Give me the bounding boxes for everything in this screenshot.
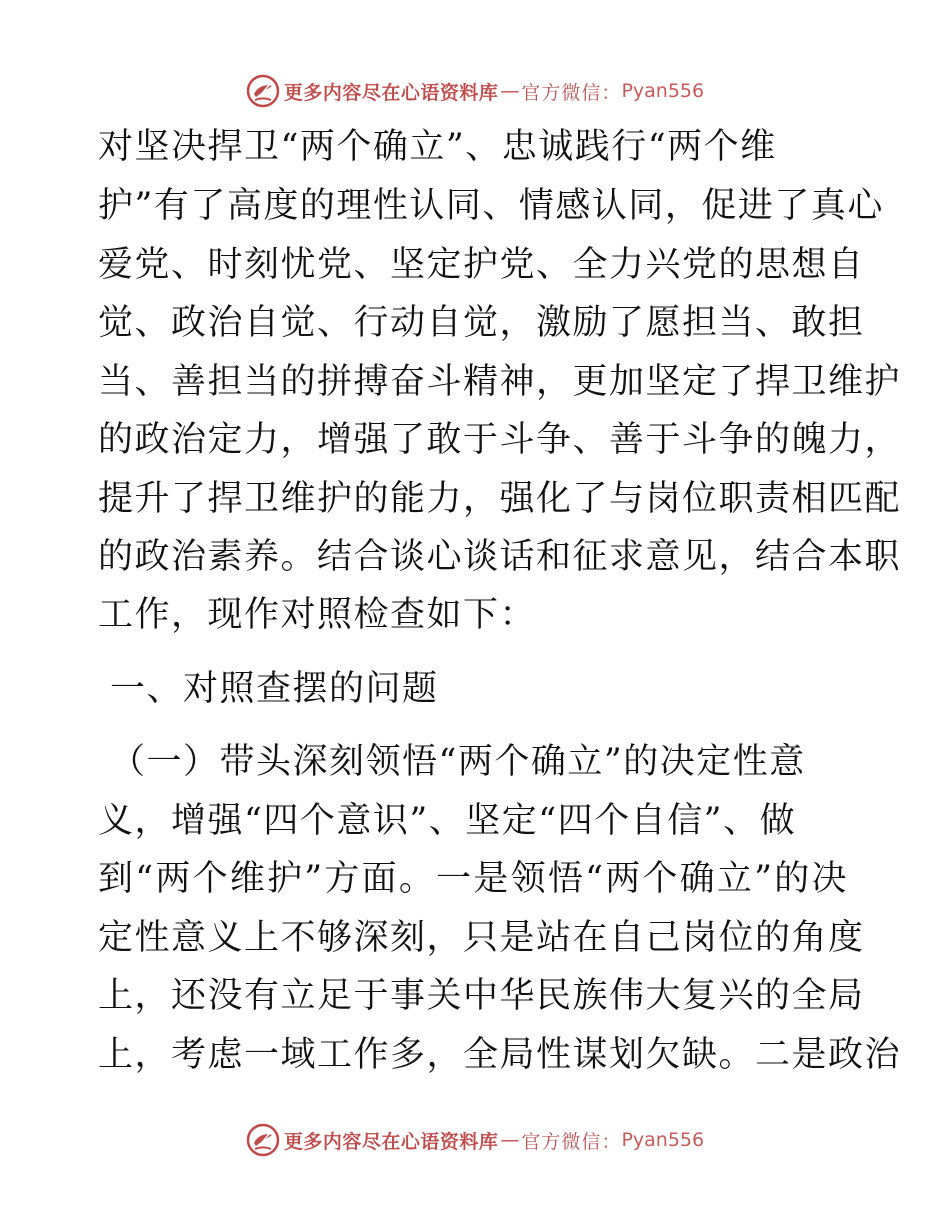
body-line-6: 的政治定力，增强了敢于斗争、善于斗争的魄力， — [98, 420, 902, 460]
watermark-site-text: 更多内容尽在心语资料库 — [283, 1130, 499, 1153]
body-line-7: 提升了捍卫维护的能力，强化了与岗位职责相匹配 — [98, 479, 902, 519]
book-pen-logo-icon — [246, 74, 280, 108]
section-line-5: 上，还没有立足于事关中华民族伟大复兴的全局 — [98, 976, 865, 1016]
body-line-5: 当、善担当的拼搏奋斗精神，更加坚定了捍卫维护 — [98, 362, 902, 402]
header-watermark — [0, 71, 950, 111]
body-line-9: 工作，现作对照检查如下： — [98, 595, 537, 635]
body-line-8: 的政治素养。结合谈心谈话和征求意见，结合本职 — [98, 537, 902, 577]
body-line-2: 护”有了高度的理性认同、情感认同，促进了真心 — [98, 186, 884, 226]
watermark-separator: — — [500, 1129, 520, 1151]
watermark-site-text: 更多内容尽在心语资料库 — [283, 81, 499, 104]
body-line-3: 爱党、时刻忧党、坚定护党、全力兴党的思想自 — [98, 245, 865, 285]
watermark-wechat-id: Pyan556 — [621, 80, 705, 102]
section-line-1: （一）带头深刻领悟“两个确立”的决定性意 — [110, 742, 806, 782]
section-line-2: 义，增强“四个意识”、坚定“四个自信”、做 — [98, 801, 797, 841]
book-pen-logo-icon — [246, 1123, 280, 1157]
watermark-wechat-label: 官方微信： — [521, 1130, 622, 1153]
section-line-4: 定性意义上不够深刻，只是站在自己岗位的角度 — [98, 918, 865, 958]
watermark-wechat-label: 官方微信： — [521, 81, 622, 104]
watermark-separator: — — [500, 80, 520, 102]
body-line-1: 对坚决捍卫“两个确立”、忠诚践行“两个维 — [98, 127, 777, 167]
watermark-wechat-id: Pyan556 — [621, 1129, 705, 1151]
section-line-6: 上，考虑一域工作多，全局性谋划欠缺。二是政治 — [98, 1035, 902, 1075]
section-heading: 一、对照查摆的问题 — [110, 669, 439, 709]
section-line-3: 到“两个维护”方面。一是领悟“两个确立”的决 — [98, 859, 848, 899]
footer-watermark — [0, 1120, 950, 1160]
body-line-4: 觉、政治自觉、行动自觉，激励了愿担当、敢担 — [98, 303, 865, 343]
